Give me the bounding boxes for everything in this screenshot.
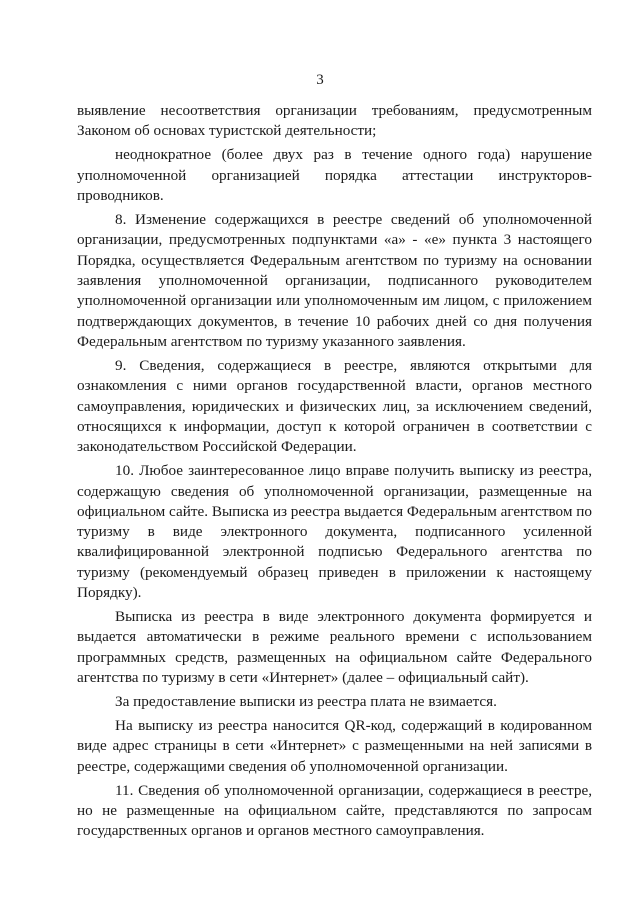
paragraph: выявление несоответствия организации требованиям, предусмотренным Законом об основах туристской деятельности; bbox=[77, 102, 592, 140]
paragraph: 8. Изменение содержащихся в реестре сведений об уполномоченной организации, предусмотренных подпунктами «а» - «е» пункта 3 настоящего Порядка, осуществляется Федеральным агентством по туризму на основании заявления уполномоченной организации, подписанного руководителем уполномоченной организации или уполномоченным им лицом, с приложением подтверждающих документов, в течение 10 рабочих дней со дня получения Федеральным агентством по туризму указанного заявления. bbox=[77, 211, 592, 350]
paragraph: 11. Сведения об уполномоченной организации, содержащиеся в реестре, но не размещенные на официальном сайте, представляются по запросам государственных органов и органов местного самоуправления. bbox=[77, 781, 592, 840]
paragraph: За предоставление выписки из реестра плата не взимается. bbox=[115, 693, 497, 711]
document-body bbox=[77, 101, 592, 846]
paragraph: Выписка из реестра в виде электронного документа формируется и выдается автоматически в режиме реального времени с использованием программных средств, размещенных на официальном сайте Федерального агентства по туризму в сети «Интернет» (далее – официальный сайт). bbox=[77, 608, 592, 686]
paragraph: На выписку из реестра наносится QR-код, содержащий в кодированном виде адрес страницы в сети «Интернет» с размещенными на ней записями в реестре, содержащими сведения об уполномоченной организации. bbox=[77, 717, 592, 775]
paragraph: 10. Любое заинтересованное лицо вправе получить выписку из реестра, содержащую сведения об уполномоченной организации, размещенные на официальном сайте. Выписка из реестра выдается Федеральным агентством по туризму в виде электронного документа, подписанного усиленной квалифицированной электронной подписью Федерального агентства по туризму (рекомендуемый образец приведен в приложении к настоящему Порядку). bbox=[77, 462, 592, 602]
paragraph: неоднократное (более двух раз в течение одного года) нарушение уполномоченной организацией порядка аттестации инструкторов-проводников. bbox=[77, 146, 592, 204]
page-number: 3 bbox=[316, 72, 324, 88]
paragraph: 9. Сведения, содержащиеся в реестре, являются открытыми для ознакомления с ними органов государственной власти, органов местного самоуправления, юридических и физических лиц, за исключением сведений, относящихся к информации, доступ к которой ограничен в соответствии с законодательством Российской Федерации. bbox=[77, 356, 592, 456]
